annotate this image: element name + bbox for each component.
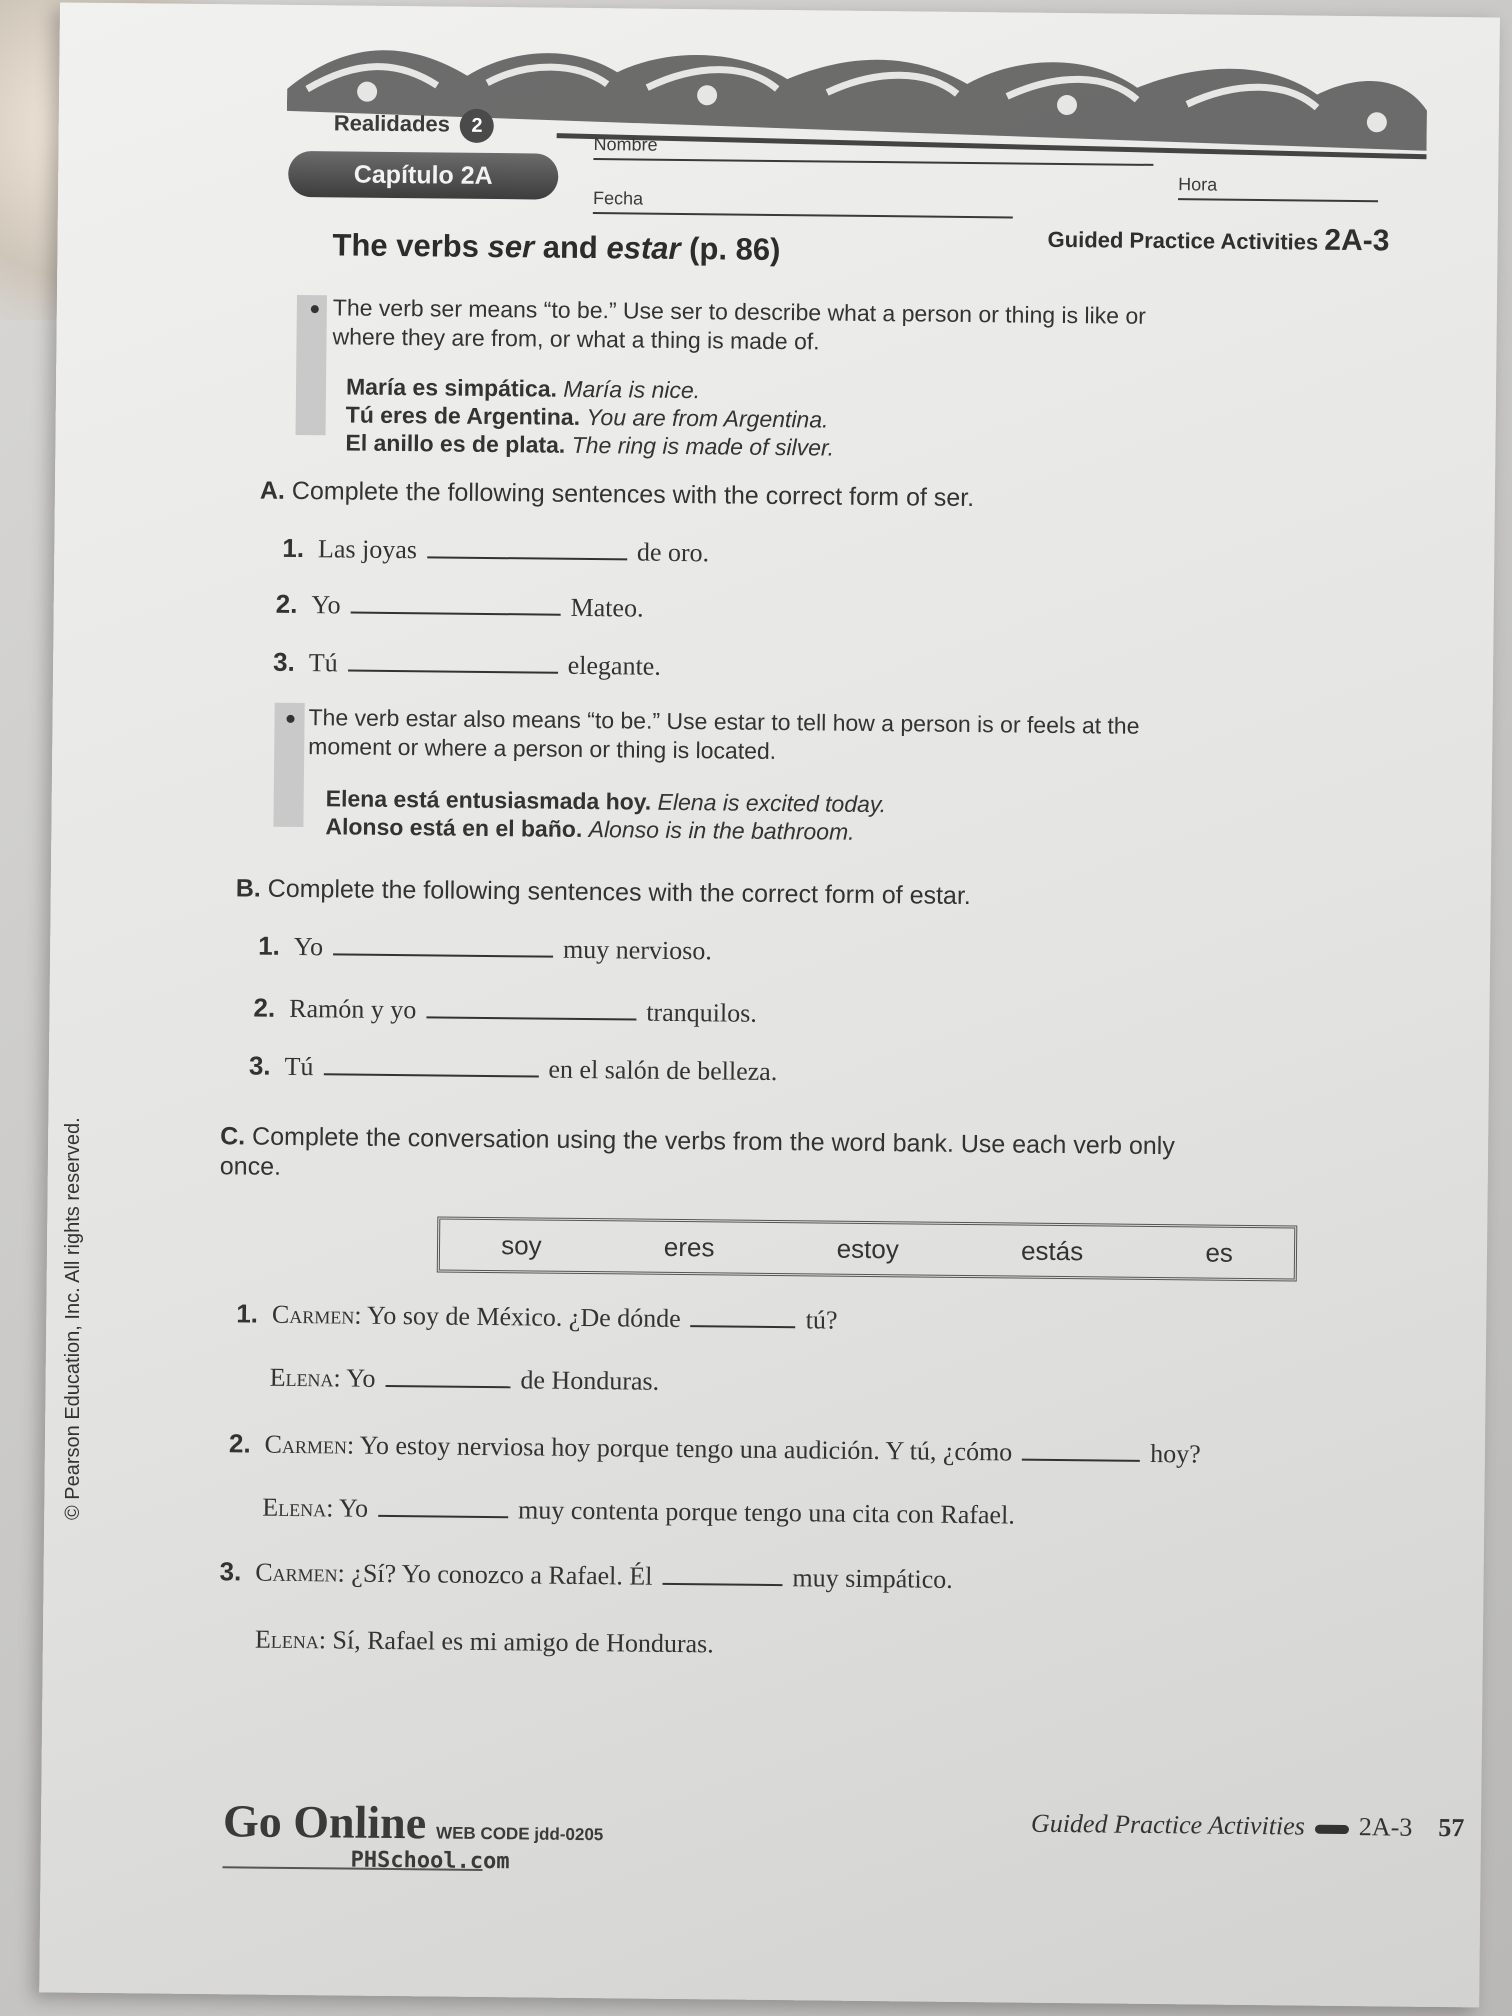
exercise-item: 3. Tú elegante. bbox=[272, 646, 661, 681]
ser-example: María es simpática. María is nice. bbox=[345, 373, 701, 404]
exercise-item: 3. Tú en el salón de belleza. bbox=[248, 1050, 778, 1087]
worksheet-page bbox=[39, 2, 1500, 2007]
answer-blank[interactable] bbox=[691, 1323, 796, 1328]
realidades-text: Realidades bbox=[333, 110, 451, 137]
series-label bbox=[334, 107, 495, 143]
answer-blank[interactable] bbox=[426, 1014, 636, 1020]
exercise-item: 1. Yo muy nervioso. bbox=[258, 930, 712, 966]
answer-blank[interactable] bbox=[333, 951, 553, 957]
word-bank-item: estás bbox=[1020, 1235, 1084, 1266]
fecha-line[interactable] bbox=[593, 212, 1013, 218]
estar-example: Elena está entusiasmada hoy. Elena is excited today. bbox=[325, 785, 887, 818]
exercise-item: 2. Ramón y yo tranquilos. bbox=[253, 992, 757, 1028]
dialog-line: Elena: Yo de Honduras. bbox=[269, 1362, 660, 1396]
answer-blank[interactable] bbox=[348, 668, 558, 674]
dialog-line: 1. Carmen: Yo soy de México. ¿De dónde tú? bbox=[236, 1298, 838, 1335]
section-c-instruction-cont: once. bbox=[219, 1152, 282, 1181]
answer-blank[interactable] bbox=[427, 554, 627, 560]
estar-example: Alonso está en el baño. Alonso is in the bathroom. bbox=[325, 813, 855, 845]
exercise-item: 1. Las joyas de oro. bbox=[282, 532, 710, 568]
word-bank-item: estoy bbox=[836, 1233, 899, 1264]
dialog-line: Elena: Yo muy contenta porque tengo una cita con Rafael. bbox=[262, 1492, 1015, 1530]
activity-header-code: 2A-3 bbox=[1324, 223, 1390, 258]
page-footer: Guided Practice Activities 2A-3 57 bbox=[1030, 1808, 1465, 1843]
page-title: The verbs ser and estar (p. 86) bbox=[332, 227, 781, 268]
word-bank-item: eres bbox=[663, 1231, 715, 1262]
section-a-instruction: A. Complete the following sentences with the correct form of ser. bbox=[259, 476, 975, 513]
level-badge: 2 bbox=[460, 109, 494, 143]
bullet-icon bbox=[311, 305, 319, 313]
ser-example: Tú eres de Argentina. You are from Argentina. bbox=[345, 401, 829, 433]
exercise-item: 2. Yo Mateo. bbox=[275, 588, 644, 623]
fecha-label: Fecha bbox=[592, 188, 644, 209]
word-bank-item: es bbox=[1205, 1237, 1234, 1268]
go-online-logo: Go Online WEB CODE jdd-0205 bbox=[222, 1795, 604, 1849]
page-number: 57 bbox=[1438, 1812, 1465, 1843]
dialog-line: 2. Carmen: Yo estoy nerviosa hoy porque tengo una audición. Y tú, ¿cómo hoy? bbox=[228, 1428, 1201, 1469]
activity-header bbox=[1047, 221, 1389, 259]
estar-note: The verb estar also means “to be.” Use estar to tell how a person is or feels at the moment or where a person or thing is located. bbox=[286, 703, 1140, 770]
pencil-icon bbox=[1315, 1824, 1349, 1833]
hora-label: Hora bbox=[1178, 174, 1218, 195]
answer-blank[interactable] bbox=[662, 1581, 782, 1586]
word-bank bbox=[437, 1216, 1298, 1281]
hora-line[interactable] bbox=[1178, 198, 1378, 202]
web-code: WEB CODE jdd-0205 bbox=[436, 1823, 604, 1845]
dialog-line: 3. Carmen: ¿Sí? Yo conozco a Rafael. Él muy simpático. bbox=[219, 1556, 953, 1594]
answer-blank[interactable] bbox=[323, 1071, 538, 1077]
dialog-line: Elena: Sí, Rafael es mi amigo de Honduras. bbox=[254, 1624, 714, 1659]
chapter-pill: Capítulo 2A bbox=[288, 151, 558, 200]
ser-note: The verb ser means “to be.” Use ser to describe what a person or thing is like or where they are from, or what a thing is made of. bbox=[310, 293, 1146, 360]
phschool-link[interactable]: PHSchool.com bbox=[350, 1847, 510, 1875]
word-bank-item: soy bbox=[501, 1229, 542, 1261]
answer-blank[interactable] bbox=[385, 1383, 510, 1388]
ser-example: El anillo es de plata. The ring is made of silver. bbox=[345, 429, 835, 461]
answer-blank[interactable] bbox=[351, 610, 561, 616]
copyright-notice: © Pearson Education, Inc. All rights reserved. bbox=[62, 1117, 84, 1520]
section-b-instruction: B. Complete the following sentences with the correct form of estar. bbox=[235, 874, 971, 911]
nombre-label: Nombre bbox=[593, 134, 658, 155]
answer-blank[interactable] bbox=[378, 1513, 508, 1518]
activity-header-text: Guided Practice Activities bbox=[1047, 226, 1319, 255]
decorative-banner bbox=[286, 29, 1427, 171]
answer-blank[interactable] bbox=[1022, 1457, 1140, 1462]
section-c-instruction: C. Complete the conversation using the verbs from the word bank. Use each verb only bbox=[220, 1122, 1175, 1161]
bullet-icon bbox=[287, 715, 295, 723]
